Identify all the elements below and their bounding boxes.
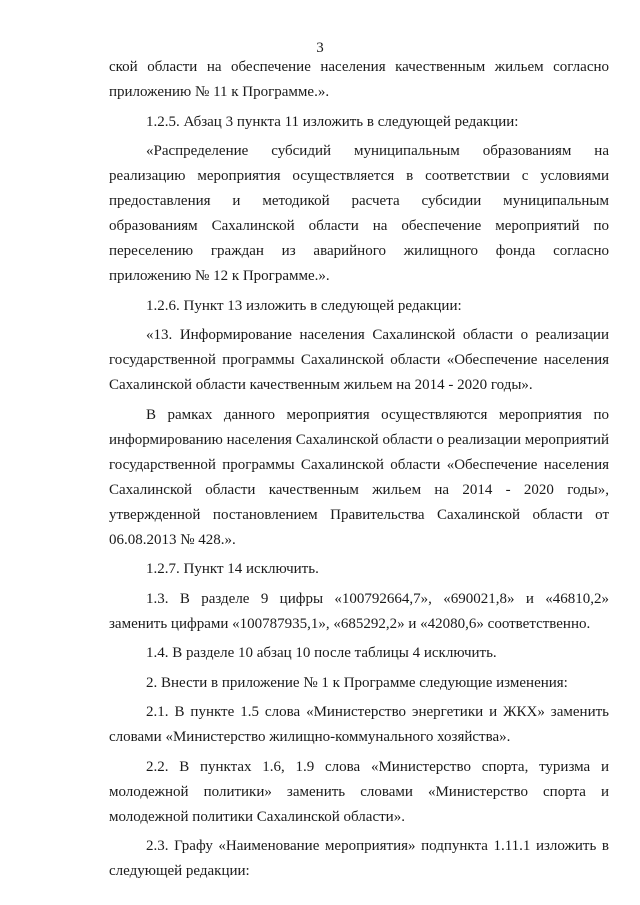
paragraph-5: «13. Информирование населения Сахалинской области о реализации государственной программы Сахалинской области «Обеспечение населения Сахалинской области качественным жильем на 2014 - 2020 годы».	[109, 327, 609, 393]
paragraph-13: 2.3. Графу «Наименование мероприятия» подпункта 1.11.1 изложить в следующей редакции:	[109, 838, 609, 879]
paragraph-8: 1.3. В разделе 9 цифры «100792664,7», «690021,8» и «46810,2» заменить цифрами «100787935,1», «685292,2» и «42080,6» соответственно.	[109, 590, 609, 632]
paragraph-2: 1.2.5. Абзац 3 пункта 11 изложить в следующей редакции:	[146, 113, 519, 130]
document-body	[109, 55, 609, 889]
paragraph-12: 2.2. В пунктах 1.6, 1.9 слова «Министерство спорта, туризма и молодежной политики» заменить словами «Министерство спорта и молодежной политики Сахалинской области».	[109, 758, 609, 825]
page-number: 3	[316, 40, 324, 56]
paragraph-6: В рамках данного мероприятия осуществляются мероприятия по информированию населения Сахалинской области о реализации мероприятий государственной программы Сахалинской области «Обеспечение населения Сахалинской области качественным жильем на 2014 - 2020 годы», утвержденной постановлением Правительства Сахалинской области от 06.08.2013 № 428.».	[109, 406, 609, 548]
paragraph-11: 2.1. В пункте 1.5 слова «Министерство энергетики и ЖКХ» заменить словами «Министерство жилищно-коммунального хозяйства».	[109, 704, 609, 745]
paragraph-1: ской области на обеспечение населения качественным жильем согласно приложению № 11 к Программе.».	[109, 59, 609, 100]
paragraph-4: 1.2.6. Пункт 13 изложить в следующей редакции:	[146, 297, 462, 314]
paragraph-9: 1.4. В разделе 10 абзац 10 после таблицы 4 исключить.	[146, 645, 497, 661]
paragraph-3: «Распределение субсидий муниципальным образованиям на реализацию мероприятия осуществляется в соответствии с условиями предоставления и методикой расчета субсидии муниципальным образованиям Сахалинской области на обеспечение мероприятий по переселению граждан из аварийного жилищного фонда согласно приложению № 12 к Программе.».	[109, 143, 609, 284]
paragraph-7: 1.2.7. Пункт 14 исключить.	[146, 561, 319, 577]
paragraph-10: 2. Внести в приложение № 1 к Программе следующие изменения:	[146, 674, 568, 691]
